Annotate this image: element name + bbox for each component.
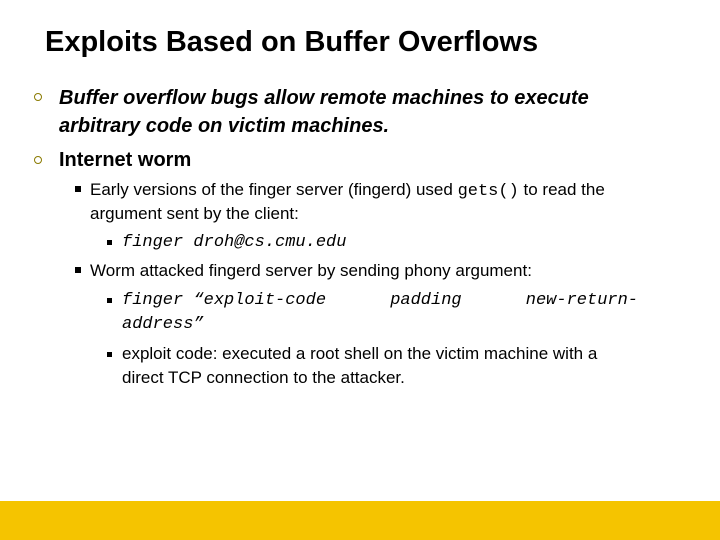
footer-bar (0, 501, 720, 540)
page-title: Exploits Based on Buffer Overflows (45, 26, 539, 58)
circle-bullet-icon (34, 156, 42, 164)
exploit-argument-line-2: address” (122, 315, 204, 334)
sub-bullet-1-line-2: argument sent by the client: (90, 204, 299, 223)
code-gets: gets() (457, 182, 519, 201)
sub-bullet-1-text: Early versions of the finger server (fingerd) used (90, 180, 458, 199)
small-square-bullet-icon (107, 352, 112, 357)
bullet-1-line-1: Buffer overflow bugs allow remote machines to execute (59, 87, 589, 109)
exploit-argument-line-1 (122, 289, 638, 313)
small-square-bullet-icon (107, 298, 112, 303)
argument-word: new-return- (525, 291, 638, 310)
argument-word: padding (390, 291, 462, 310)
finger-command-example: finger droh@cs.cmu.edu (122, 233, 347, 252)
square-bullet-icon (75, 267, 81, 273)
circle-bullet-icon (34, 93, 42, 101)
bullet-1-line-2: arbitrary code on victim machines. (59, 115, 390, 137)
bullet-2-text: Internet worm (59, 149, 192, 171)
exploit-code-note-line-1: exploit code: executed a root shell on the victim machine with a (122, 344, 598, 363)
sub-bullet-1-text-end: to read the (518, 180, 605, 199)
exploit-argument-example (122, 289, 682, 337)
square-bullet-icon (75, 186, 81, 192)
argument-word: finger “exploit-code (122, 291, 327, 310)
sub-bullet-2-text: Worm attacked fingerd server by sending phony argument: (90, 261, 532, 280)
small-square-bullet-icon (107, 240, 112, 245)
exploit-code-note-line-2: direct TCP connection to the attacker. (122, 368, 405, 387)
sub-bullet-1-line-1 (90, 178, 680, 204)
